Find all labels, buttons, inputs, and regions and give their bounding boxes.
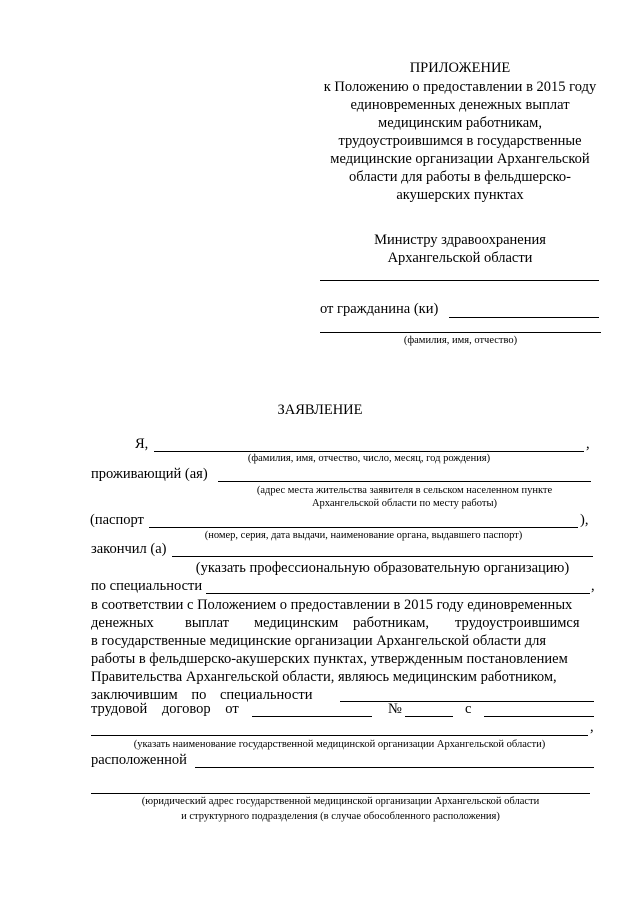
org-name-blank [91, 735, 588, 736]
legal-address-blank [91, 793, 590, 794]
passport-blank [149, 527, 578, 528]
body-paragraph-line: в государственные медицинские организации Архангельской области для [91, 633, 546, 649]
passport-label: (паспорт [90, 512, 144, 528]
contract-number-blank [405, 716, 453, 717]
contract-number-sign: № [388, 701, 402, 717]
appendix-line: медицинским работникам, [378, 115, 542, 131]
concluded-label: заключившим по специальности [91, 687, 313, 703]
addressee-line: Архангельской области [387, 250, 533, 266]
appendix-line: трудоустроившимся в государственные [338, 133, 582, 149]
body-paragraph-line: работы в фельдшерско-акушерских пунктах, утвержденным постановлением [91, 651, 568, 667]
body-paragraph-line: Правительства Архангельской области, являюсь медицинским работником, [91, 669, 557, 685]
passport-end: ), [580, 512, 589, 528]
specialty-blank [206, 593, 590, 594]
residing-caption: (адрес места жительства заявителя в сельском населенном пункте [256, 485, 553, 496]
contract-party-blank [484, 716, 594, 717]
specialty-label: по специальности [91, 578, 203, 594]
appendix-heading: ПРИЛОЖЕНИЕ [409, 60, 511, 76]
legal-address-caption: и структурного подразделения (в случае обособленного расположения) [181, 811, 500, 822]
from-citizen-blank [449, 317, 599, 318]
addressee-line: Министру здравоохранения [374, 232, 546, 248]
appendix-line: области для работы в фельдшерско- [348, 169, 572, 185]
residing-label: проживающий (ая) [91, 466, 208, 482]
body-paragraph-word: трудоустроившимся [455, 615, 580, 631]
passport-caption: (номер, серия, дата выдачи, наименование органа, выдавшего паспорт) [204, 530, 523, 541]
residing-blank [218, 481, 591, 482]
specialty-comma: , [591, 578, 595, 594]
contract-with-word: с [465, 701, 472, 717]
located-label: расположенной [91, 752, 187, 768]
from-citizen-label: от гражданина (ки) [320, 301, 439, 317]
graduated-blank [172, 556, 593, 557]
graduated-caption: (указать профессиональную образовательную организацию) [195, 560, 570, 576]
org-name-comma: , [590, 719, 594, 735]
contract-date-blank [252, 716, 372, 717]
full-name-blank [154, 451, 584, 452]
appendix-line: медицинские организации Архангельской [330, 151, 590, 167]
from-citizen-blank-2 [320, 332, 601, 333]
graduated-label: закончил (а) [91, 541, 167, 557]
located-blank [195, 767, 594, 768]
legal-address-caption: (юридический адрес государственной медицинской организации Архангельской области [141, 796, 540, 807]
addressee-blank-line [320, 280, 599, 281]
contract-label: трудовой договор от [91, 701, 239, 717]
full-name-caption: (фамилия, имя, отчество, число, месяц, год рождения) [247, 453, 491, 464]
ya-comma: , [586, 436, 590, 452]
from-citizen-caption: (фамилия, имя, отчество) [403, 335, 518, 346]
appendix-line: единовременных денежных выплат [350, 97, 570, 113]
residing-caption: Архангельской области по месту работы) [311, 498, 498, 509]
document-title: ЗАЯВЛЕНИЕ [277, 402, 363, 418]
body-paragraph-line: в соответствии с Положением о предоставлении в 2015 году единовременных [91, 597, 573, 613]
org-name-caption: (указать наименование государственной медицинской организации Архангельской области) [133, 739, 546, 750]
appendix-line: акушерских пунктах [396, 187, 524, 203]
appendix-line: к Положению о предоставлении в 2015 году [323, 79, 597, 95]
body-paragraph-word: денежных [91, 615, 154, 631]
body-paragraph-word: выплат [185, 615, 229, 631]
body-paragraph-word: работникам, [353, 615, 430, 631]
ya-label: Я, [135, 436, 149, 452]
body-paragraph-word: медицинским [254, 615, 339, 631]
